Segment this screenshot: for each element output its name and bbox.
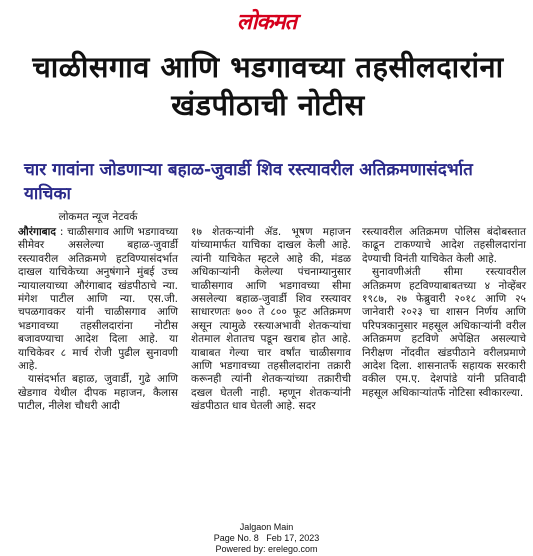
edition-name: Jalgaon Main	[239, 522, 294, 532]
dateline: औरंगाबाद	[18, 226, 56, 238]
publish-date: Feb 17, 2023	[266, 533, 320, 543]
paragraph: १७ शेतकऱ्यांनी ॲड. भूषण महाजन यांच्यामार्फत याचिका दाखल केली आहे. त्यांनी याचिकेत म्हटले आहे की, मंडळ अधिकाऱ्यांनी केलेल्या पंचनाम्यानुसार चाळीसगाव आणि भडगावच्या सीमा असलेल्या बहाळ-जुवार्डी शिव रस्त्यावर साधारणतः ७०० ते ८०० फूट अतिक्रमण असून त्यामुळे रस्त्याअभावी शेतकऱ्यांचा शेतमाल शेतातच पडून खराब होत आहे. याबाबत गेल्या चार वर्षांत चाळीसगाव आणि भडगावच्या तहसीलदारांना तक्रारी करूनही त्यांनी शेतकऱ्यांच्या तक्रारीची दखल घेतली नाही. म्हणून शेतकऱ्यांनी खंडपीठात धाव घेतली आहे. सदर	[191, 226, 351, 413]
page-footer	[0, 522, 533, 555]
article-column-2	[191, 226, 351, 414]
masthead	[0, 6, 533, 35]
paragraph	[18, 226, 178, 373]
article-subhead: चार गावांना जोडणाऱ्या बहाळ-जुवार्डी शिव रस्त्यावरील अतिक्रमणासंदर्भात याचिका	[24, 160, 473, 204]
byline: लोकमत न्यूज नेटवर्क	[58, 211, 138, 223]
page-info	[0, 533, 533, 544]
article-column-3	[362, 226, 526, 400]
paragraph: सुनावणीअंती सीमा रस्त्यावरील अतिक्रमण हटविण्याबाबतच्या ४ नोव्हेंबर १९८७, २७ फेब्रुवारी २०१८ आणि २५ जानेवारी २०२३ चा शासन निर्णय आणि परिपत्रकानुसार महसूल अधिकाऱ्यांनी वरील अतिक्रमण हटविणे अपेक्षित असल्याचे निरीक्षण नोंदवीत खंडपीठाने वरीलप्रमाणे आदेश दिला. शासनातर्फे सहायक सरकारी वकील एम.ए. देशपांडे यांनी प्रतिवादी महसूल अधिकाऱ्यांतर्फे नोटिसा स्वीकारल्या.	[362, 266, 526, 399]
paragraph: यासंदर्भात बहाळ, जुवार्डी, गुढे आणि खेडगाव येथील दीपक महाजन, कैलास पाटील, नीलेश चौधरी आदी	[18, 373, 178, 413]
newspaper-logo: लोकमत	[236, 10, 297, 35]
powered-by: Powered by: erelego.com	[215, 544, 318, 554]
article-headline: चाळीसगाव आणि भडगावच्या तहसीलदारांना खंडपीठाची नोटीस	[32, 50, 504, 122]
page-number: Page No. 8	[213, 533, 259, 543]
paragraph-text: : चाळीसगाव आणि भडगावच्या सीमेवर असलेल्या बहाळ-जुवार्डी रस्त्यावरील अतिक्रमणे हटविण्यासंदर्भात दाखल याचिकेच्या अनुषंगाने मुंबई उच्च न्यायालयाच्या औरंगाबाद खंडपीठाचे न्या. मंगेश पाटील आणि न्या. एस.जी. चपळगावकर यांनी चाळीसगाव आणि भडगावच्या तहसीलदारांना नोटीस बजावण्याचा आदेश दिला आहे. या याचिकेवर ८ मार्च रोजी पुढील सुनावणी आहे.	[18, 226, 178, 373]
paragraph: रस्त्यावरील अतिक्रमण पोलिस बंदोबस्तात काढून टाकण्याचे आदेश तहसीलदारांना देण्याची विनंती याचिकेत केली आहे.	[362, 226, 526, 265]
article-column-1	[18, 226, 178, 414]
